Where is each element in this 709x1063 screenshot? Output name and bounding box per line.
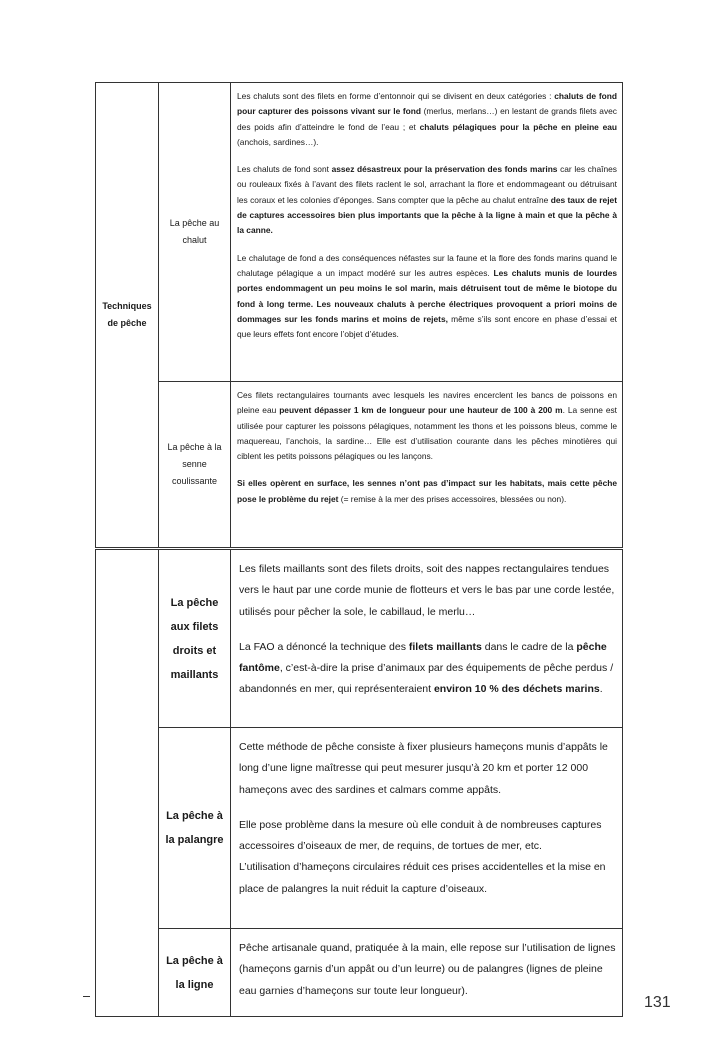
bold-text-run: Les chaluts munis de lourdes portes endommagent un peu moins le sol marin, mais détruisent tout de même le biotope du fond à long terme. Les nouveaux chaluts à perche électriques provoquent a priori moins de dommages sur les fonds marins et moins de rejets, <box>237 267 618 324</box>
page-number: 131 <box>644 994 671 1011</box>
technique-name-cell <box>159 929 231 1017</box>
description-paragraph <box>237 162 617 238</box>
category-cell <box>96 83 159 548</box>
bold-text-run: des taux de rejet de captures accessoires bien plus importants que la pêche à la ligne à main et que la pêche à la canne. <box>237 194 617 236</box>
technique-description-cell <box>231 550 623 728</box>
technique-name-trawl: La pêche au chalut <box>169 218 220 245</box>
description-paragraph <box>239 637 618 701</box>
description-paragraph <box>239 815 618 858</box>
text-run: dans le cadre de la <box>481 640 577 653</box>
description-paragraph <box>237 476 617 507</box>
technique-name-cell <box>159 382 231 548</box>
text-run: Les chaluts sont des filets en forme d’entonnoir qui se divisent en deux catégories : <box>237 91 555 101</box>
technique-name-cell <box>159 728 231 929</box>
table-row <box>96 929 623 1017</box>
technique-description-cell <box>231 929 623 1017</box>
technique-description-cell <box>231 382 623 548</box>
description-gillnets <box>239 559 618 701</box>
text-run: (merlus, merlans…) en lestant de grands filets avec des poids afin d’atteindre le fond de l’eau ; et <box>237 106 617 132</box>
description-line <box>239 938 618 1002</box>
bold-text-run: environ 10 % des déchets marins <box>433 683 600 696</box>
description-paragraph <box>237 251 617 343</box>
text-run: Elle pose problème dans la mesure où elle conduit à de nombreuses captures accessoires d’oiseaux de mer, de requins, de tortues de mer, etc. <box>239 818 602 853</box>
table-row <box>96 83 623 382</box>
text-run: L’utilisation d’hameçons circulaires réduit ces prises accidentelles et la mise en place de palangres la nuit réduit la capture d’oiseaux. <box>239 861 606 895</box>
text-run: . La senne est utilisée pour capturer les poissons pélagiques, notamment les thons et les poissons bleus, comme le maquereau, l’anchois, la sardine… Elle est d’utilisation courante dans les pêches minotières qui ciblent les petits poissons pélagiques ou les lançons. <box>237 405 617 462</box>
description-paragraph <box>239 857 618 900</box>
description-seine <box>237 388 617 507</box>
technique-description-cell <box>231 728 623 929</box>
description-paragraph <box>237 388 617 464</box>
bold-text-run: pêche fantôme <box>239 640 607 675</box>
description-paragraph <box>239 737 618 801</box>
technique-name-gillnets: La pêche aux filets droits et maillants <box>170 596 219 681</box>
table-row <box>96 728 623 929</box>
text-run: (anchois, sardines…). <box>237 136 319 147</box>
text-run: Le chalutage de fond a des conséquences néfastes sur la faune et la flore des fonds marins quand le chalutage pélagique a un impact modéré sur les autres espèces. <box>237 252 617 278</box>
technique-description-cell <box>231 83 623 382</box>
fishing-techniques-table-top <box>95 82 623 548</box>
technique-name-line: La pêche à la ligne <box>166 954 223 991</box>
text-run: Cette méthode de pêche consiste à fixer plusieurs hameçons munis d’appâts le long d’une ligne maîtresse qui peut mesurer jusqu’à 20 km et porter 12 000 hameçons avec des sardines et calmars comme appâts. <box>239 741 608 796</box>
category-cell-empty <box>96 550 159 1017</box>
text-run: Ces filets rectangulaires tournants avec lesquels les navires encerclent les bancs de poissons en pleine eau <box>237 390 617 416</box>
fishing-techniques-table-bottom <box>95 549 623 1017</box>
description-paragraph <box>237 89 617 150</box>
technique-name-longline: La pêche à la palangre <box>165 810 224 846</box>
text-run: La FAO a dénoncé la technique des <box>239 640 409 653</box>
technique-name-seine: La pêche à la senne coulissante <box>167 442 222 486</box>
text-run: car les chaînes ou rouleaux fixés à l’avant des filets raclent le sol, arrachant la flore et endommageant ou détruisant les coraux et les colonies d’éponges. Sans compter que la pêche au chalut entraîne <box>237 164 617 205</box>
description-trawl <box>237 89 617 342</box>
text-run: même s’ils sont encore en phase d’essai et que leurs effets font encore l’objet d’études. <box>237 313 618 340</box>
text-run: Les filets maillants sont des filets droits, soit des nappes rectangulaires tendues vers le haut par une corde munie de flotteurs et vers le bas par une corde lestée, utilisés pour pêcher la sole, le cabillaud, le merlu… <box>239 563 615 618</box>
bold-text-run: chaluts de fond pour capturer des poissons vivant sur le fond <box>237 91 617 117</box>
bold-text-run: filets maillants <box>408 640 482 653</box>
technique-name-cell <box>159 550 231 728</box>
footer-dash <box>83 996 90 997</box>
category-label: Techniques de pêche <box>102 301 152 328</box>
description-paragraph <box>239 559 618 623</box>
description-paragraph <box>239 938 618 1002</box>
bold-text-run: peuvent dépasser 1 km de longueur pour une hauteur de 100 à 200 m <box>279 405 563 416</box>
text-run: . <box>599 683 603 696</box>
table-row <box>96 550 623 728</box>
text-run: Les chaluts de fond sont <box>237 164 332 175</box>
bold-text-run: Si elles opèrent en surface, les sennes n’ont pas d’impact sur les habitats, mais cette pêche pose le problème du rejet <box>237 478 617 504</box>
bold-text-run: assez désastreux pour la préservation des fonds marins <box>331 164 558 175</box>
text-run: (= remise à la mer des prises accessoires, blessées ou non). <box>338 493 567 504</box>
table-row <box>96 382 623 548</box>
text-run: , c’est-à-dire la prise d’animaux par des équipements de pêche perdus / abandonnés en mer, qui représenteraient <box>239 662 614 696</box>
technique-name-cell <box>159 83 231 382</box>
description-longline <box>239 737 618 900</box>
bold-text-run: chaluts pélagiques pour la pêche en pleine eau <box>419 121 618 132</box>
text-run: Pêche artisanale quand, pratiquée à la main, elle repose sur l’utilisation de lignes (hameçons garnis d’un appât ou d’un leurre) ou de palangres (lignes de pleine eau garnies d’hameçons sur toute leur longueur). <box>239 942 616 997</box>
